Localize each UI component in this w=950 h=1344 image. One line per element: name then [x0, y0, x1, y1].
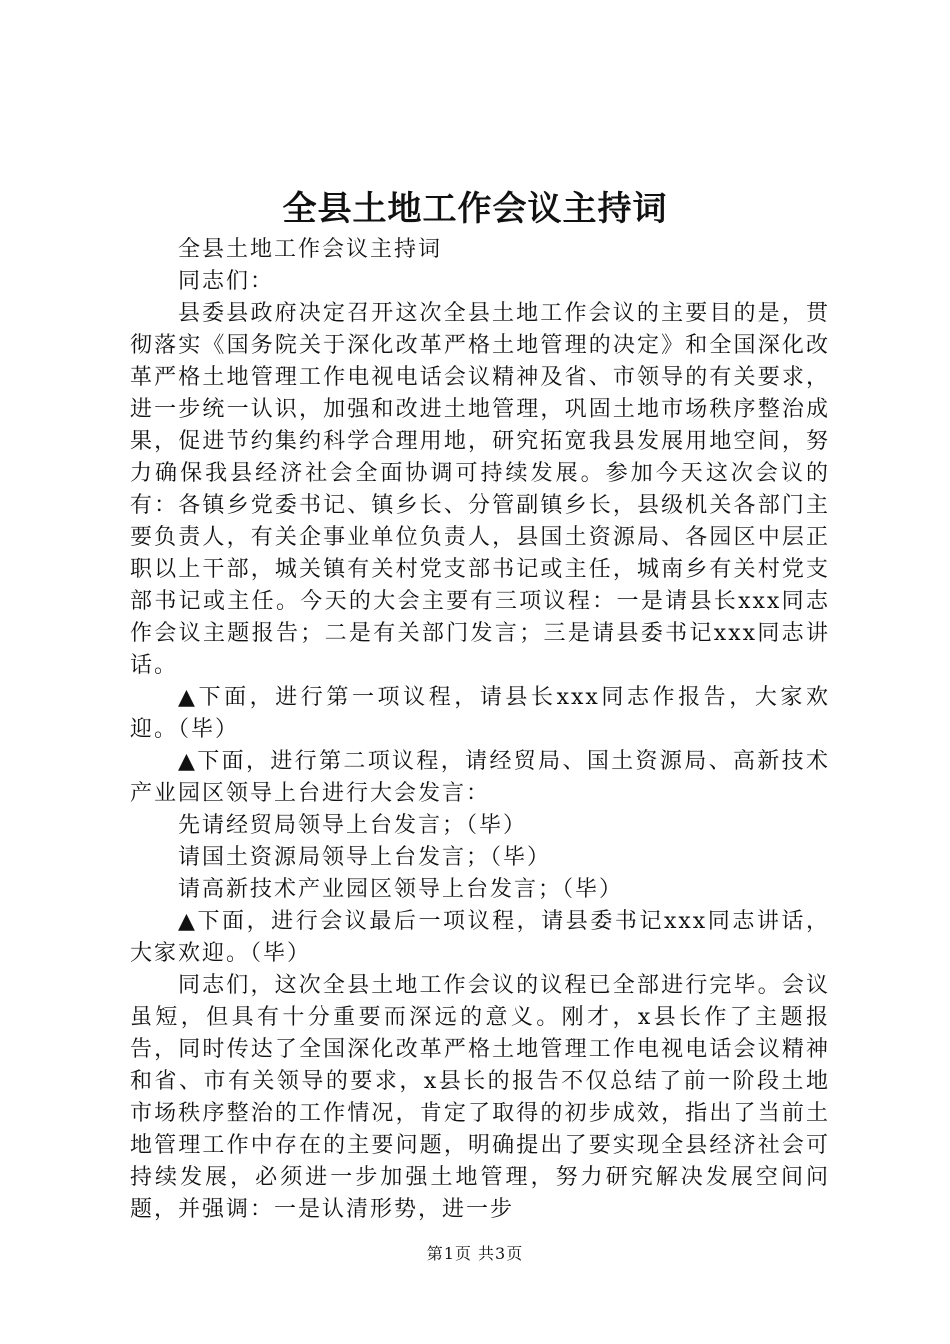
paragraph-closing: 同志们，这次全县土地工作会议的议程已全部进行完毕。会议虽短，但具有十分重要而深远的意义。刚才，x县长作了主题报告，同时传达了全国深化改革严格土地管理工作电视电话会议精神和省、市有关领导的要求，x县长的报告不仅总结了前一阶段土地市场秩序整治的工作情况，肯定了取得的初步成效，指出了当前土地管理工作中存在的主要问题，明确提出了要实现全县经济社会可持续发展，必须进一步加强土地管理，努力研究解决发展空间问题，并强调：一是认清形势，进一步	[130, 973, 830, 1222]
paragraph-speaker-3: 请高新技术产业园区领导上台发言；（毕）	[178, 877, 624, 902]
document-body	[130, 234, 830, 1226]
paragraph-agenda-3: ▲下面，进行会议最后一项议程，请县委书记xxx同志讲话，大家欢迎。（毕）	[130, 909, 830, 966]
paragraph-speaker-2: 请国土资源局领导上台发言；（毕）	[178, 845, 552, 870]
paragraph-subtitle: 全县土地工作会议主持词	[178, 237, 443, 262]
page-number-footer: 第1页 共3页	[426, 1244, 524, 1263]
document-title: 全县土地工作会议主持词	[282, 189, 668, 229]
paragraph-agenda-1: ▲下面，进行第一项议程，请县长xxx同志作报告，大家欢迎。（毕）	[130, 685, 830, 742]
paragraph-speaker-1: 先请经贸局领导上台发言；（毕）	[178, 813, 528, 838]
paragraph-salutation: 同志们：	[178, 269, 275, 294]
paragraph-opening: 县委县政府决定召开这次全县土地工作会议的主要目的是，贯彻落实《国务院关于深化改革严格土地管理的决定》和全国深化改革严格土地管理工作电视电话会议精神及省、市领导的有关要求，进一步统一认识，加强和改进土地管理，巩固土地市场秩序整治成果，促进节约集约科学合理用地，研究拓宽我县发展用地空间，努力确保我县经济社会全面协调可持续发展。参加今天这次会议的有：各镇乡党委书记、镇乡长、分管副镇乡长，县级机关各部门主要负责人，有关企事业单位负责人，县国土资源局、各园区中层正职以上干部，城关镇有关村党支部书记或主任，城南乡有关村党支部书记或主任。今天的大会主要有三项议程：一是请县长xxx同志作会议主题报告；二是有关部门发言；三是请县委书记xxx同志讲话。	[130, 301, 830, 678]
paragraph-agenda-2: ▲下面，进行第二项议程，请经贸局、国土资源局、高新技术产业园区领导上台进行大会发言：	[130, 749, 830, 806]
